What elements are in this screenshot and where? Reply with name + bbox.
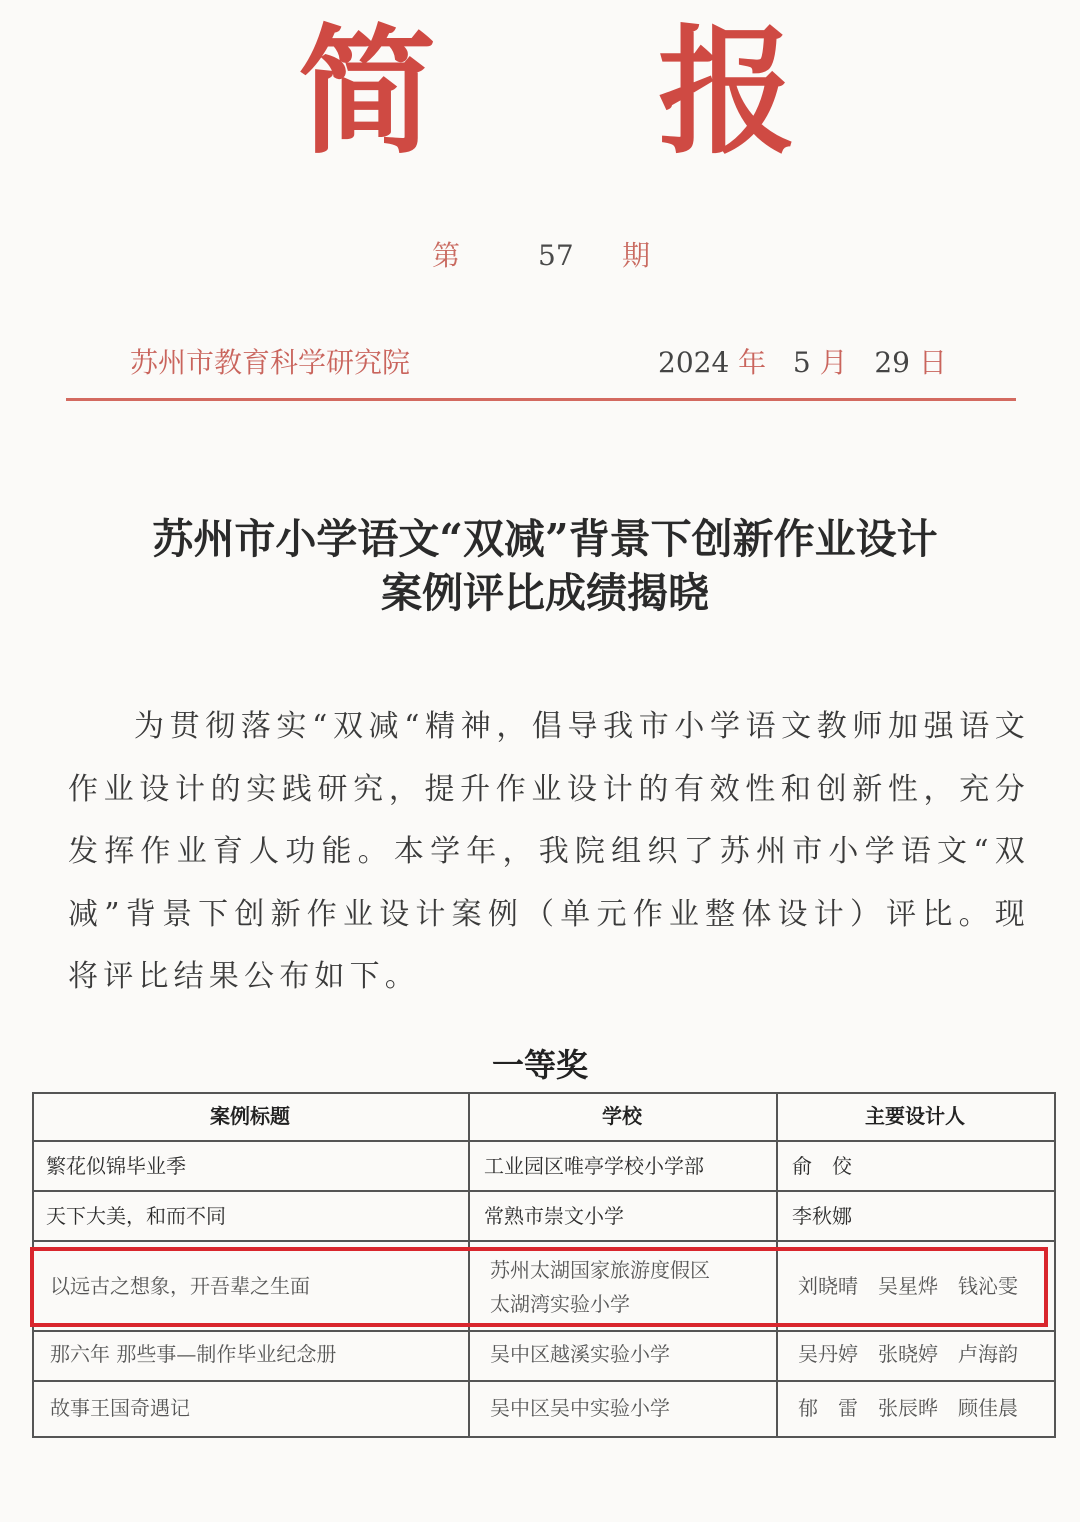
table-rule bbox=[32, 1140, 1056, 1142]
table-row-school: 吴中区吴中实验小学 bbox=[490, 1396, 670, 1420]
table-rule bbox=[32, 1190, 1056, 1192]
table-row-school: 吴中区越溪实验小学 bbox=[490, 1342, 670, 1366]
table-rule bbox=[32, 1330, 1056, 1332]
publisher-name: 苏州市教育科学研究院 bbox=[130, 346, 411, 379]
date-day-unit: 日 bbox=[918, 346, 947, 379]
table-rule bbox=[1054, 1092, 1056, 1438]
table-row-title: 故事王国奇遇记 bbox=[50, 1396, 190, 1420]
masthead-char-bao: 报 bbox=[658, 12, 797, 173]
table-rule bbox=[32, 1436, 1056, 1438]
header-divider bbox=[66, 398, 1016, 401]
masthead bbox=[0, 12, 1080, 173]
table-row-title: 以远古之想象，开吾辈之生面 bbox=[50, 1274, 310, 1298]
issue-suffix: 期 bbox=[622, 239, 651, 272]
body-paragraph: 为贯彻落实“双减“精神，倡导我市小学语文教师加强语文作业设计的实践研究，提升作业设计的有效性和创新性，充分发挥作业育人功能。本学年，我院组织了苏州市小学语文“双减”背景下创新作业设计案例（单元作业整体设计）评比。现将评比结果公布如下。 bbox=[68, 709, 1030, 994]
article-title bbox=[40, 512, 1050, 620]
award-heading: 一等奖 bbox=[491, 1046, 588, 1084]
date-year: 2024 bbox=[658, 346, 730, 379]
table-row-designers: 俞 佼 bbox=[792, 1154, 852, 1178]
header-designers: 主要设计人 bbox=[865, 1104, 965, 1128]
table-row-title: 那六年 那些事—制作毕业纪念册 bbox=[50, 1342, 337, 1366]
date-day: 29 bbox=[874, 346, 910, 379]
date-year-unit: 年 bbox=[738, 346, 767, 379]
table-rule bbox=[32, 1240, 1056, 1242]
table-row-title: 天下大美，和而不同 bbox=[46, 1204, 226, 1228]
table-row-designers: 刘晓晴 吴星烨 钱沁雯 bbox=[798, 1274, 1018, 1298]
table-row-title: 繁花似锦毕业季 bbox=[46, 1154, 186, 1178]
issue-number: 57 bbox=[538, 239, 574, 272]
title-line-2: 案例评比成绩揭晓 bbox=[381, 569, 709, 617]
highlight-box bbox=[30, 1247, 1048, 1327]
publisher-date-line bbox=[0, 340, 1080, 386]
table-row-designers: 郁 雷 张辰晔 顾佳晨 bbox=[798, 1396, 1018, 1420]
issue-number-line bbox=[0, 236, 1080, 276]
header-case-title: 案例标题 bbox=[210, 1104, 290, 1128]
table-row-designers: 李秋娜 bbox=[792, 1204, 852, 1228]
header-school: 学校 bbox=[602, 1104, 642, 1128]
title-line-1: 苏州市小学语文“双减”背景下创新作业设计 bbox=[152, 515, 938, 563]
table-rule bbox=[32, 1380, 1056, 1382]
table-row-school: 常熟市崇文小学 bbox=[484, 1204, 624, 1228]
table-rule bbox=[32, 1092, 1056, 1094]
date-month: 5 bbox=[792, 346, 811, 379]
table-row-school: 太湖湾实验小学 bbox=[490, 1292, 630, 1316]
table-row-school: 苏州太湖国家旅游度假区 bbox=[490, 1258, 710, 1282]
masthead-char-jian: 简 bbox=[298, 12, 437, 173]
table-row-designers: 吴丹婷 张晓婷 卢海韵 bbox=[798, 1342, 1018, 1366]
publish-date bbox=[658, 340, 947, 386]
table-row-school: 工业园区唯亭学校小学部 bbox=[484, 1154, 704, 1178]
issue-prefix: 第 bbox=[432, 239, 461, 272]
date-month-unit: 月 bbox=[819, 346, 848, 379]
